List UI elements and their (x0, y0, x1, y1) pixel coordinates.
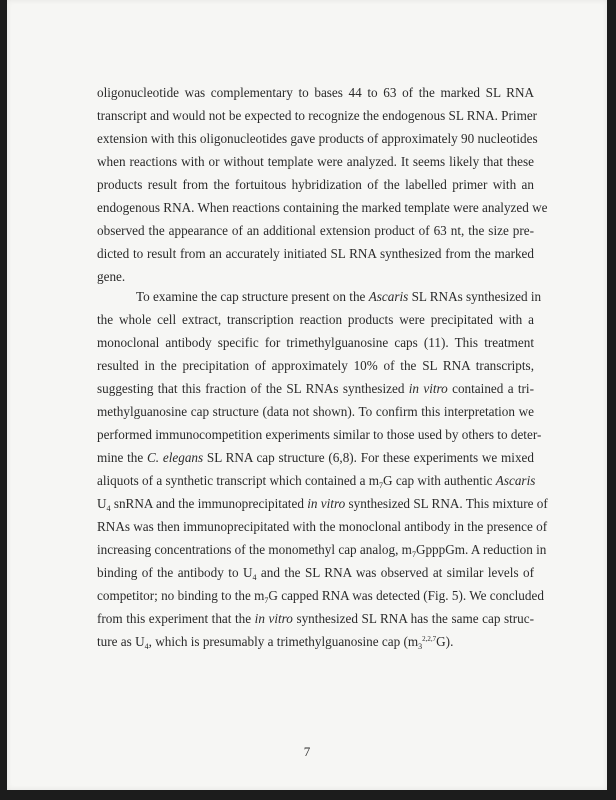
text-run: G cap with authentic (383, 473, 496, 488)
text-run: the whole cell extract, transcription reaction products were precipitated with a (97, 312, 534, 327)
text-run: resulted in the precipitation of approximately 10% of the SL RNA transcripts, (97, 358, 534, 373)
text-run: mine the (97, 450, 148, 465)
paragraph-1 (97, 81, 548, 288)
text-run: performed immunocompetition experiments similar to those used by others to deter- (97, 427, 542, 442)
text-line (97, 607, 534, 630)
italic-text: Ascaris (495, 473, 536, 488)
text-run: contained a tri- (447, 381, 534, 396)
text-line (97, 377, 534, 400)
text-run: aliquots of a synthetic transcript which contained a m (97, 473, 379, 488)
text-line (97, 219, 534, 242)
paragraph-2 (97, 285, 548, 653)
text-run: transcript and would not be expected to recognize the endogenous SL RNA. Primer (97, 108, 538, 123)
subscript: 7 (264, 596, 269, 605)
text-run: monoclonal antibody specific for trimethylguanosine caps (11). This treatment (97, 335, 534, 350)
italic-text: in vitro (307, 496, 346, 511)
text-run: increasing concentrations of the monomethyl cap analog, m (97, 542, 412, 557)
subscript: 7 (379, 481, 383, 490)
text-line (97, 630, 534, 653)
text-line (97, 515, 548, 538)
text-line (97, 285, 542, 308)
text-run: extension with this oligonucleotides gave products of approximately 90 nucleotides (97, 131, 538, 146)
text-run: oligonucleotide was complementary to bases 44 to 63 of the marked SL RNA (97, 85, 534, 100)
text-run: RNAs was then immunoprecipitated with the monoclonal antibody in the presence of (97, 519, 548, 534)
page-number: 7 (303, 744, 311, 759)
text-run: endogenous RNA. When reactions containing the marked template were analyzed we (97, 200, 548, 215)
italic-text: in vitro (254, 611, 293, 626)
text-run: suggesting that this fraction of the SL RNAs synthesized (97, 381, 409, 396)
body-text (97, 81, 548, 653)
text-run: snRNA and the immunoprecipitated (110, 496, 308, 511)
text-run: products result from the fortuitous hybridization of the labelled primer with an (97, 177, 534, 192)
text-line (97, 331, 534, 354)
subscript: 7 (411, 550, 416, 559)
text-line (97, 400, 534, 423)
text-run: observed the appearance of an additional extension product of 63 nt, the size pre- (97, 223, 534, 238)
text-line (97, 538, 547, 561)
text-line (97, 242, 534, 265)
text-line (97, 561, 534, 584)
text-run: binding of the antibody to U (97, 565, 253, 580)
text-run: methylguanosine cap structure (data not shown). To confirm this interpretation we (97, 404, 534, 419)
subscript: 4 (144, 642, 149, 651)
subscript: 4 (106, 504, 111, 513)
text-run: SL RNAs synthesized in (408, 289, 542, 304)
text-line (97, 173, 534, 196)
text-line (97, 81, 534, 104)
text-run: when reactions with or without template were analyzed. It seems likely that these (97, 154, 534, 169)
text-run: and the SL RNA was observed at similar levels of (256, 565, 535, 580)
document-page (7, 0, 607, 790)
text-line (97, 308, 534, 331)
text-line (97, 469, 534, 492)
text-run: gene. (97, 269, 126, 284)
text-run: G capped RNA was detected (Fig. 5). We concluded (268, 588, 544, 603)
text-line (97, 196, 548, 219)
text-run: synthesized SL RNA. This mixture of (345, 496, 548, 511)
text-run: synthesized SL RNA has the same cap struc- (292, 611, 534, 626)
text-run: To examine the cap structure present on the (136, 289, 369, 304)
italic-text: C. elegans (147, 450, 204, 465)
text-line (97, 150, 534, 173)
text-run: , which is presumably a trimethylguanosine cap (m (148, 634, 419, 649)
text-run: G). (436, 634, 454, 649)
subscript: 4 (252, 573, 257, 582)
text-run: competitor; no binding to the m (97, 588, 265, 603)
text-line (97, 354, 534, 377)
text-run: SL RNA cap structure (6,8). For these experiments we mixed (203, 450, 534, 465)
text-run: ture as U (97, 634, 145, 649)
text-line (97, 127, 538, 150)
superscript: 2,2,7 (422, 635, 437, 643)
text-line (97, 584, 544, 607)
italic-text: in vitro (408, 381, 448, 396)
italic-text: Ascaris (368, 289, 409, 304)
text-run: GpppGm. A reduction in (415, 542, 547, 557)
text-run: dicted to result from an accurately initiated SL RNA synthesized from the marked (97, 246, 534, 261)
text-line (97, 423, 542, 446)
text-line (97, 492, 548, 515)
text-line (97, 446, 534, 469)
text-run: from this experiment that the (97, 611, 255, 626)
text-run: U (97, 496, 107, 511)
text-line (97, 104, 538, 127)
subscript: 3 (418, 642, 423, 651)
